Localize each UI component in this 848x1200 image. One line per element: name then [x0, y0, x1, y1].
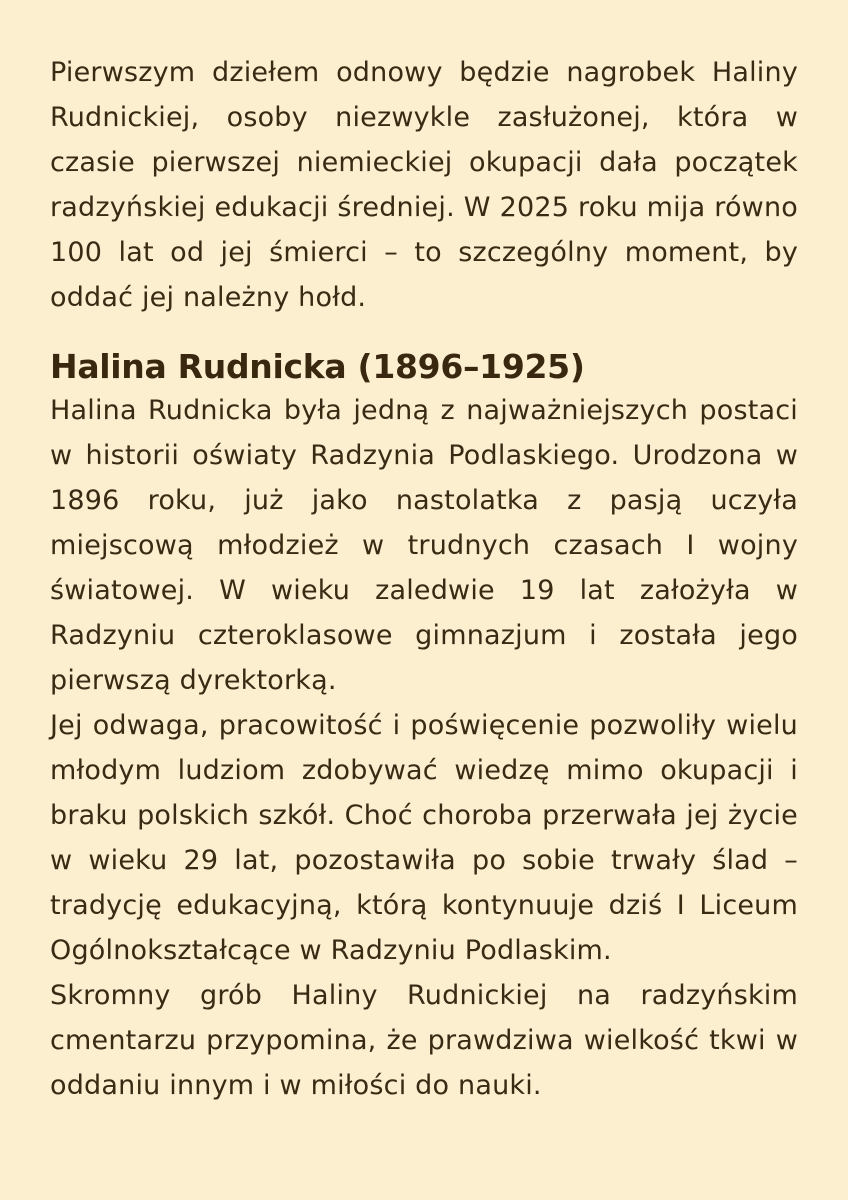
biography-paragraph-1: Halina Rudnicka była jedną z najważniejszych postaci w historii oświaty Radzynia Podlaskiego. Urodzona w 1896 roku, już jako nastolatka z pasją uczyła miejscową młodzież w trudnych czasach I wojny światowej. W wieku zaledwie 19 lat założyła w Radzyniu czteroklasowe gimnazjum i została jego pierwszą dyrektorką. [50, 395, 798, 696]
section-title: Halina Rudnicka (1896–1925) [50, 347, 585, 386]
biography-paragraph-3: Skromny grób Haliny Rudnickiej na radzyńskim cmentarzu przypomina, że prawdziwa wielkość tkwi w oddaniu innym i w miłości do nauki. [50, 980, 798, 1101]
biography-paragraph-2: Jej odwaga, pracowitość i poświęcenie pozwoliły wielu młodym ludziom zdobywać wiedzę mimo okupacji i braku polskich szkół. Choć choroba przerwała jej życie w wieku 29 lat, pozostawiła po sobie trwały ślad – tradycję edukacyjną, którą kontynuuje dziś I Liceum Ogólnokształcące w Radzyniu Podlaskim. [50, 710, 798, 966]
intro-paragraph: Pierwszym dziełem odnowy będzie nagrobek Haliny Rudnickiej, osoby niezwykle zasłużonej, która w czasie pierwszej niemieckiej okupacji dała początek radzyńskiej edukacji średniej. W 2025 roku mija równo 100 lat od jej śmierci – to szczególny moment, by oddać jej należny hołd. [50, 57, 798, 313]
